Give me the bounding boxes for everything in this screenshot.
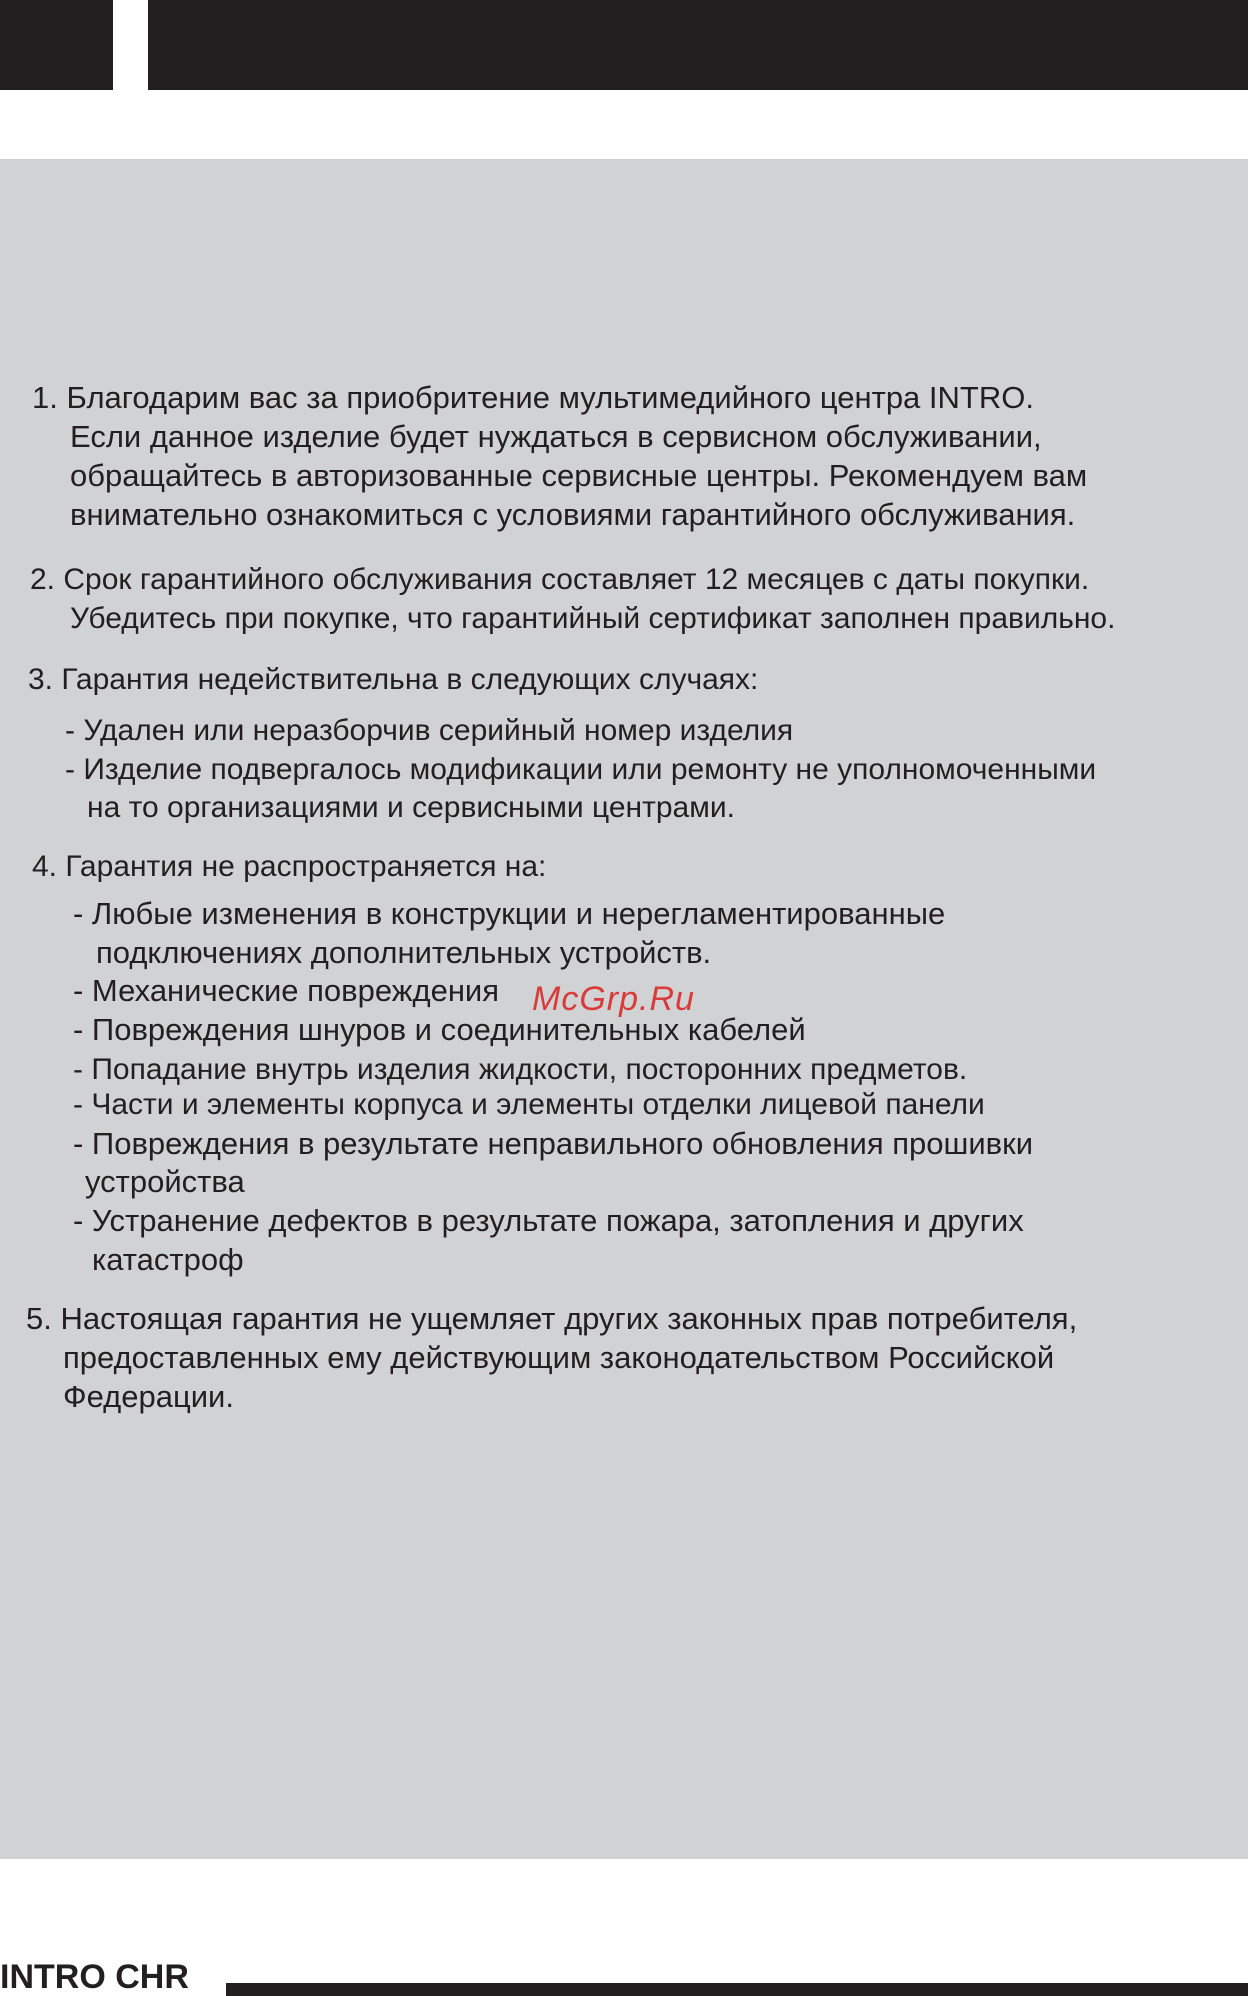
footer-rule	[226, 1983, 1248, 1996]
warranty-item-4-bullet-1-cont: подключениях дополнительных устройств.	[96, 935, 712, 970]
warranty-item-4-bullet-6-cont: устройства	[85, 1164, 245, 1199]
warranty-item-2-line-2: Убедитесь при покупке, что гарантийный сертификат заполнен правильно.	[70, 602, 1116, 635]
warranty-item-5-line-2: предоставленных ему действующим законодательством Российской	[63, 1340, 1055, 1375]
header-bar-right	[148, 0, 1248, 90]
warranty-item-4-bullet-7-cont: катастроф	[92, 1242, 244, 1277]
warranty-item-3-bullet-2: - Изделие подвергалось модификации или ремонту не уполномоченными	[65, 753, 1097, 786]
warranty-item-2-line-1: 2. Срок гарантийного обслуживания составляет 12 месяцев с даты покупки.	[30, 563, 1090, 596]
warranty-item-1-line-2: Если данное изделие будет нуждаться в сервисном обслуживании,	[70, 419, 1042, 454]
warranty-item-3-bullet-1: - Удален или неразборчив серийный номер изделия	[65, 714, 794, 747]
warranty-item-5-line-1: 5. Настоящая гарантия не ущемляет других законных прав потребителя,	[26, 1301, 1078, 1336]
warranty-item-3-bullet-2-cont: на то организациями и сервисными центрами.	[87, 791, 735, 824]
warranty-item-5-line-3: Федерации.	[63, 1379, 234, 1414]
watermark-text: McGrp.Ru	[532, 980, 695, 1018]
warranty-item-4-bullet-1: - Любые изменения в конструкции и нерегламентированные	[73, 896, 946, 931]
warranty-item-1-line-3: обращайтесь в авторизованные сервисные центры. Рекомендуем вам	[70, 458, 1088, 493]
warranty-item-4-bullet-7: - Устранение дефектов в результате пожара, затопления и других	[73, 1203, 1024, 1238]
warranty-item-1-line-1: 1. Благодарим вас за приобритение мультимедийного центра INTRO.	[32, 380, 1034, 415]
header-bar-left	[0, 0, 113, 90]
footer-brand: INTRO CHR	[0, 1958, 189, 1996]
warranty-item-4-bullet-3: - Повреждения шнуров и соединительных кабелей	[73, 1012, 806, 1047]
warranty-item-4-bullet-5: - Части и элементы корпуса и элементы отделки лицевой панели	[73, 1088, 985, 1121]
warranty-item-4-bullet-4: - Попадание внутрь изделия жидкости, посторонних предметов.	[73, 1053, 968, 1086]
warranty-item-4-heading: 4. Гарантия не распространяется на:	[32, 850, 547, 883]
warranty-item-4-bullet-2: - Механические повреждения	[73, 973, 500, 1008]
warranty-item-3-heading: 3. Гарантия недействительна в следующих случаях:	[28, 663, 759, 696]
warranty-item-4-bullet-6: - Повреждения в результате неправильного обновления прошивки	[73, 1126, 1034, 1161]
warranty-item-1-line-4: внимательно ознакомиться с условиями гарантийного обслуживания.	[70, 497, 1076, 532]
